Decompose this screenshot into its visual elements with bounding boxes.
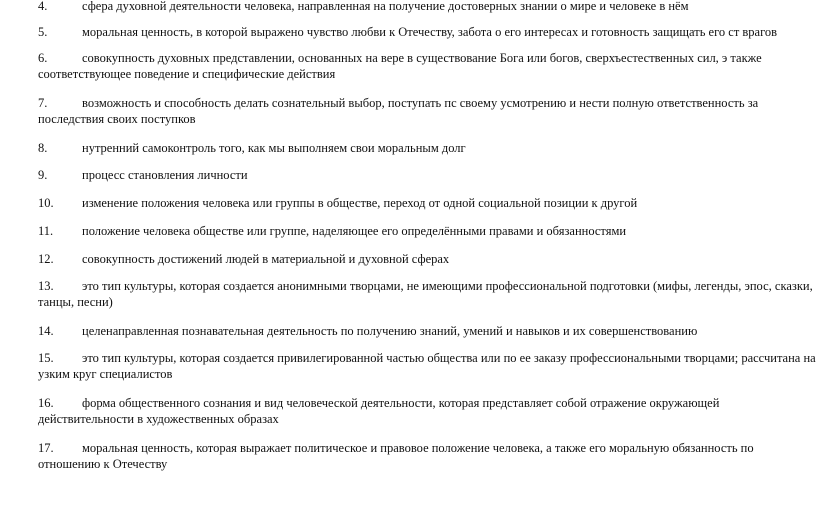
item-text: форма общественного сознания и вид человеческой деятельности, которая представляет собой отражение окружающей действительности в художественных образах	[38, 396, 720, 426]
item-text: процесс становления личности	[82, 168, 248, 182]
item-number: 17.	[38, 441, 54, 455]
item-text: моральная ценность, которая выражает политическое и правовое положение человека, а также его моральную обязанность по отношению к Отечеству	[38, 441, 754, 471]
list-item	[38, 167, 816, 183]
list-item	[38, 251, 816, 267]
item-text: положение человека обществе или группе, наделяющее его определёнными правами и обязанностями	[82, 224, 627, 238]
item-number: 15.	[38, 351, 54, 365]
item-text: изменение положения человека или группы в обществе, переход от одной социальной позиции к другой	[82, 196, 638, 210]
item-number: 16.	[38, 396, 54, 410]
item-number: 12.	[38, 252, 54, 266]
item-text: целенаправленная познавательная деятельность по получению знаний, умений и навыков и их совершенствованию	[82, 324, 698, 338]
item-number: 14.	[38, 324, 54, 338]
item-text: моральная ценность, в которой выражено чувство любви к Отечеству, забота о его интересах и готовность защищать его ст врагов	[82, 25, 778, 39]
item-number: 8.	[38, 141, 48, 155]
item-text: сфера духовной деятельности человека, направленная на получение достоверных знании о мире и человеке в нём	[82, 0, 689, 13]
list-item	[38, 278, 816, 310]
item-text: нутренний самоконтроль того, как мы выполняем свои моральным долг	[82, 141, 466, 155]
list-item	[38, 395, 816, 427]
item-text: возможность и способность делать сознательный выбор, поступать пс своему усмотрению и нести полную ответственность за последствия своих поступков	[38, 96, 759, 126]
list-item	[38, 350, 816, 382]
item-text: это тип культуры, которая создается анонимными творцами, не имеющими профессиональной подготовки (мифы, легенды, эпос, сказки, танцы, песни)	[38, 279, 813, 309]
item-number: 6.	[38, 51, 48, 65]
list-item	[38, 223, 816, 239]
list-item	[38, 50, 816, 82]
list-item	[38, 440, 816, 472]
item-text: совокупность духовных представлении, основанных на вере в существование Бога или богов, сверхъестественных сил, э также соответствующее поведение и специфические действия	[38, 51, 762, 81]
item-number: 7.	[38, 96, 48, 110]
item-number: 13.	[38, 279, 54, 293]
list-item	[38, 195, 816, 211]
item-text: это тип культуры, которая создается привилегированной частью общества или по ее заказу профессиональными творцами; рассчитана на узким круг специалистов	[38, 351, 816, 381]
list-item	[38, 140, 816, 156]
list-item	[38, 95, 816, 127]
list-item	[38, 323, 816, 339]
item-number: 11.	[38, 224, 54, 238]
list-item	[38, 24, 816, 40]
item-number: 4.	[38, 0, 48, 13]
item-number: 9.	[38, 168, 48, 182]
item-number: 5.	[38, 25, 48, 39]
item-text: совокупность достижений людей в материальной и духовной сферах	[82, 252, 450, 266]
item-number: 10.	[38, 196, 54, 210]
list-item	[38, 0, 816, 14]
